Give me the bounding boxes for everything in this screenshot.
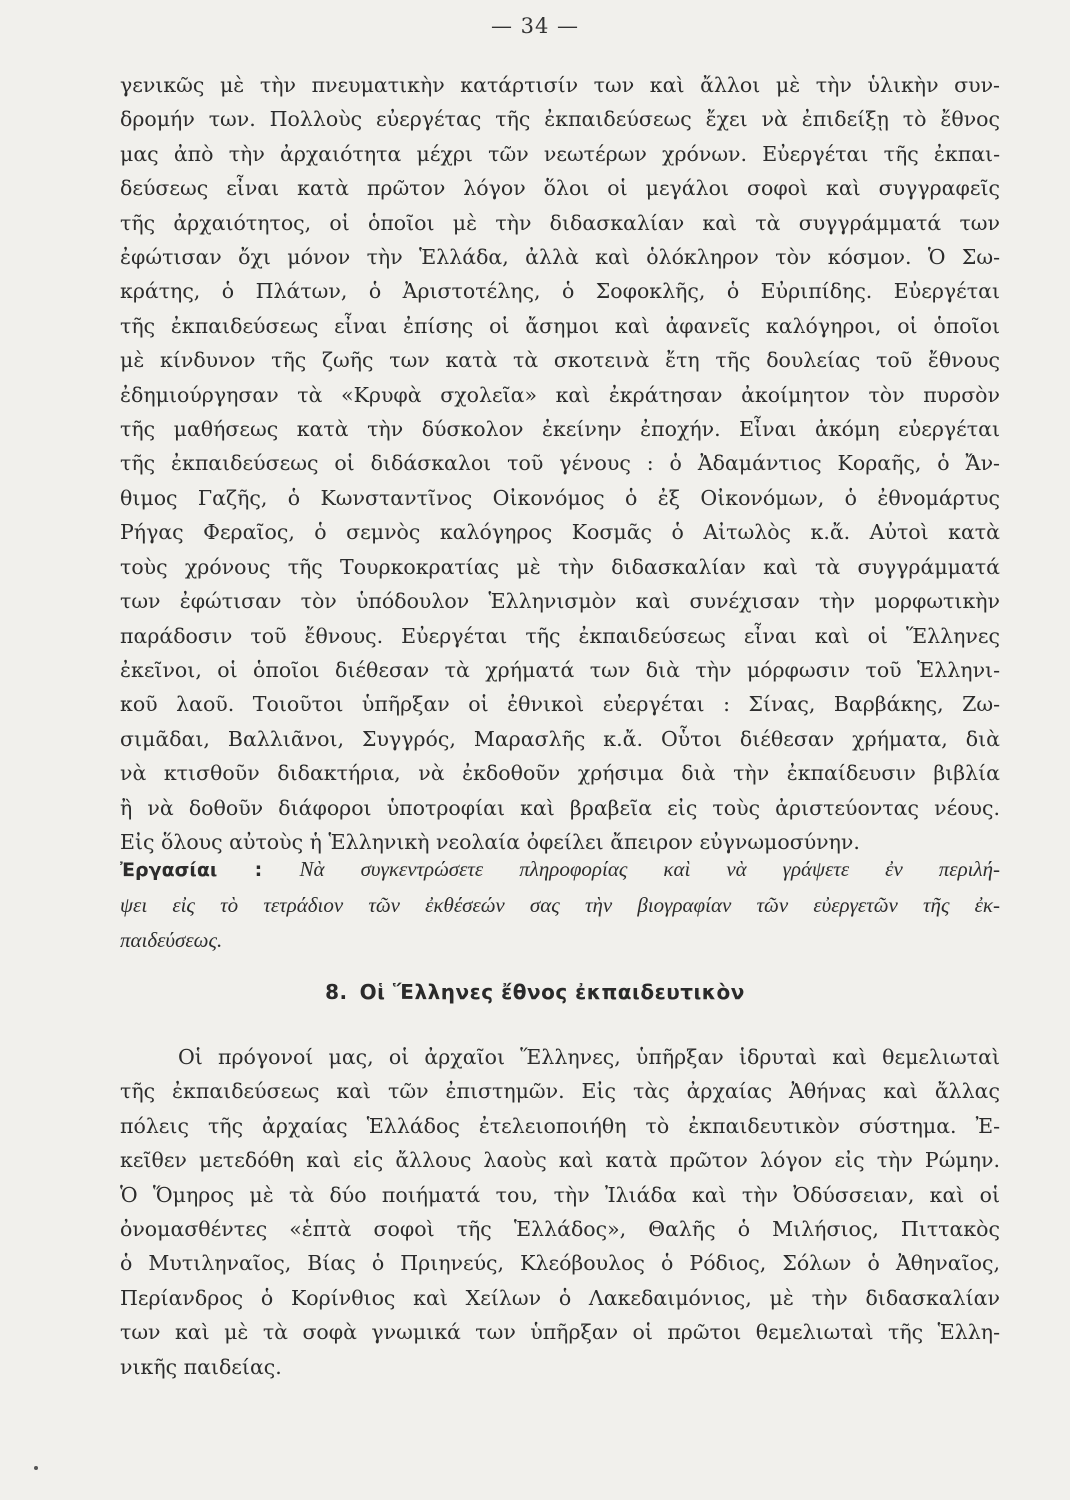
scan-speck (34, 1466, 38, 1470)
paragraph-ancient-greeks (120, 1040, 1000, 1384)
text-line: Εἰς ὅλους αὐτοὺς ἡ Ἑλληνικὴ νεολαία ὀφείλει ἄπειρον εὐγνωμοσύνην. (120, 829, 860, 854)
exercise-line: παιδεύσεως. (120, 928, 223, 952)
text-line: δεύσεως εἶναι κατὰ πρῶτον λόγον ὅλοι οἱ μεγάλοι σοφοὶ καὶ συγγραφεῖς (120, 176, 1000, 201)
exercise-line (120, 852, 1000, 888)
text-line: νικῆς παιδείας. (120, 1354, 282, 1379)
text-line: Ρήγας Φεραῖος, ὁ σεμνὸς καλόγηρος Κοσμᾶς ὁ Αἰτωλὸς κ.ἄ. Αὐτοὶ κατὰ (120, 520, 1000, 545)
exercise-label: Ἐργασίαι : (120, 859, 263, 881)
text-line: ἢ νὰ δοθοῦν διάφοροι ὑποτροφίαι καὶ βραβεῖα εἰς τοὺς ἀριστεύοντας νέους. (120, 795, 1000, 820)
paragraph-benefactors (120, 68, 1000, 859)
text-line: των καὶ μὲ τὰ σοφὰ γνωμικά των ὑπῆρξαν οἱ πρῶτοι θεμελιωταὶ τῆς Ἑλλη- (120, 1320, 1000, 1345)
text-line: μὲ κίνδυνον τῆς ζωῆς των κατὰ τὰ σκοτεινὰ ἔτη τῆς δουλείας τοῦ ἔθνους (120, 348, 1000, 373)
text-line: Ὁ Ὅμηρος μὲ τὰ δύο ποιήματά του, τὴν Ἰλιάδα καὶ τὴν Ὀδύσσειαν, καὶ οἱ (120, 1182, 1000, 1207)
exercise-block (120, 852, 1000, 958)
text-line: ἐκεῖνοι, οἱ ὁποῖοι διέθεσαν τὰ χρήματά των διὰ τὴν μόρφωσιν τοῦ Ἑλληνι- (120, 657, 1000, 682)
text-line: τοὺς χρόνους τῆς Τουρκοκρατίας μὲ τὴν διδασκαλίαν καὶ τὰ συγγράμματά (120, 554, 1000, 579)
section-title: Οἱ Ἕλληνες ἔθνος ἐκπαιδευτικὸν (359, 980, 745, 1004)
section-number: 8. (325, 980, 348, 1004)
text-line: των ἐφώτισαν τὸν ὑπόδουλον Ἑλληνισμὸν καὶ συνέχισαν τὴν μορφωτικὴν (120, 589, 1000, 614)
text-line: πόλεις τῆς ἀρχαίας Ἑλλάδος ἐτελειοποιήθη τὸ ἐκπαιδευτικὸν σύστημα. Ἐ- (120, 1113, 1000, 1138)
exercise-text: Νὰ συγκεντρώσετε πληροφορίας καὶ νὰ γράψετε ἐν περιλή- (299, 857, 1000, 881)
text-line: ὁ Μυτιληναῖος, Βίας ὁ Πριηνεύς, Κλεόβουλος ὁ Ρόδιος, Σόλων ὁ Ἀθηναῖος, (120, 1251, 1000, 1276)
page-number: — 34 — (490, 14, 580, 38)
text-line: ἐδημιούργησαν τὰ «Κρυφὰ σχολεῖα» καὶ ἐκράτησαν ἀκοίμητον τὸν πυρσὸν (120, 382, 1000, 407)
text-line: κράτης, ὁ Πλάτων, ὁ Ἀριστοτέλης, ὁ Σοφοκλῆς, ὁ Εὐριπίδης. Εὐεργέται (120, 279, 1000, 304)
text-line: ἐφώτισαν ὄχι μόνον τὴν Ἑλλάδα, ἀλλὰ καὶ ὁλόκληρον τὸν κόσμον. Ὁ Σω- (120, 245, 1000, 270)
exercise-line: ψει εἰς τὸ τετράδιον τῶν ἐκθέσεών σας τὴν βιογραφίαν τῶν εὐεργετῶν τῆς ἐκ- (120, 893, 1000, 917)
text-line: τῆς ἐκπαιδεύσεως οἱ διδάσκαλοι τοῦ γένους : ὁ Ἀδαμάντιος Κοραῆς, ὁ Ἄν- (120, 451, 1000, 476)
text-line: κοῦ λαοῦ. Τοιοῦτοι ὑπῆρξαν οἱ ἐθνικοὶ εὐεργέται : Σίνας, Βαρβάκης, Ζω- (120, 692, 1000, 717)
text-line: γενικῶς μὲ τὴν πνευματικὴν κατάρτισίν των καὶ ἄλλοι μὲ τὴν ὑλικὴν συν- (120, 73, 1000, 97)
text-line: δρομήν των. Πολλοὺς εὐεργέτας τῆς ἐκπαιδεύσεως ἔχει νὰ ἐπιδείξῃ τὸ ἔθνος (120, 107, 1000, 132)
text-line: τῆς μαθήσεως κατὰ τὴν δύσκολον ἐκείνην ἐποχήν. Εἶναι ἀκόμη εὐεργέται (120, 417, 1000, 442)
text-line: τῆς ἀρχαιότητος, οἱ ὁποῖοι μὲ τὴν διδασκαλίαν καὶ τὰ συγγράμματά των (120, 210, 1000, 235)
text-line: νὰ κτισθοῦν διδακτήρια, νὰ ἐκδοθοῦν χρήσιμα διὰ τὴν ἐκπαίδευσιν βιβλία (120, 761, 1000, 786)
text-line: ὀνομασθέντες «ἑπτὰ σοφοὶ τῆς Ἑλλάδος», Θαλῆς ὁ Μιλήσιος, Πιττακὸς (120, 1217, 1000, 1242)
text-line: σιμᾶδαι, Βαλλιᾶνοι, Συγγρός, Μαρασλῆς κ.ἄ. Οὗτοι διέθεσαν χρήματα, διὰ (120, 726, 1000, 751)
text-line: Οἱ πρόγονοί μας, οἱ ἀρχαῖοι Ἕλληνες, ὑπῆρξαν ἱδρυταὶ καὶ θεμελιωταὶ (178, 1045, 1000, 1069)
text-line: Περίανδρος ὁ Κορίνθιος καὶ Χείλων ὁ Λακεδαιμόνιος, μὲ τὴν διδασκαλίαν (120, 1285, 1000, 1310)
text-line: τῆς ἐκπαιδεύσεως καὶ τῶν ἐπιστημῶν. Εἰς τὰς ἀρχαίας Ἀθήνας καὶ ἄλλας (120, 1079, 1000, 1104)
text-line: θιμος Γαζῆς, ὁ Κωνσταντῖνος Οἰκονόμος ὁ ἐξ Οἰκονόμων, ὁ ἐθνομάρτυς (120, 485, 1000, 510)
text-line: τῆς ἐκπαιδεύσεως εἶναι ἐπίσης οἱ ἄσημοι καὶ ἀφανεῖς καλόγηροι, οἱ ὁποῖοι (120, 313, 1000, 338)
text-line: παράδοσιν τοῦ ἔθνους. Εὐεργέται τῆς ἐκπαιδεύσεως εἶναι καὶ οἱ Ἕλληνες (120, 623, 1000, 648)
text-line: κεῖθεν μετεδόθη καὶ εἰς ἄλλους λαοὺς καὶ κατὰ πρῶτον λόγον εἰς τὴν Ρώμην. (120, 1148, 1000, 1173)
section-heading (0, 980, 1070, 1004)
text-line: μας ἀπὸ τὴν ἀρχαιότητα μέχρι τῶν νεωτέρων χρόνων. Εὐεργέται τῆς ἐκπαι- (120, 141, 1000, 166)
